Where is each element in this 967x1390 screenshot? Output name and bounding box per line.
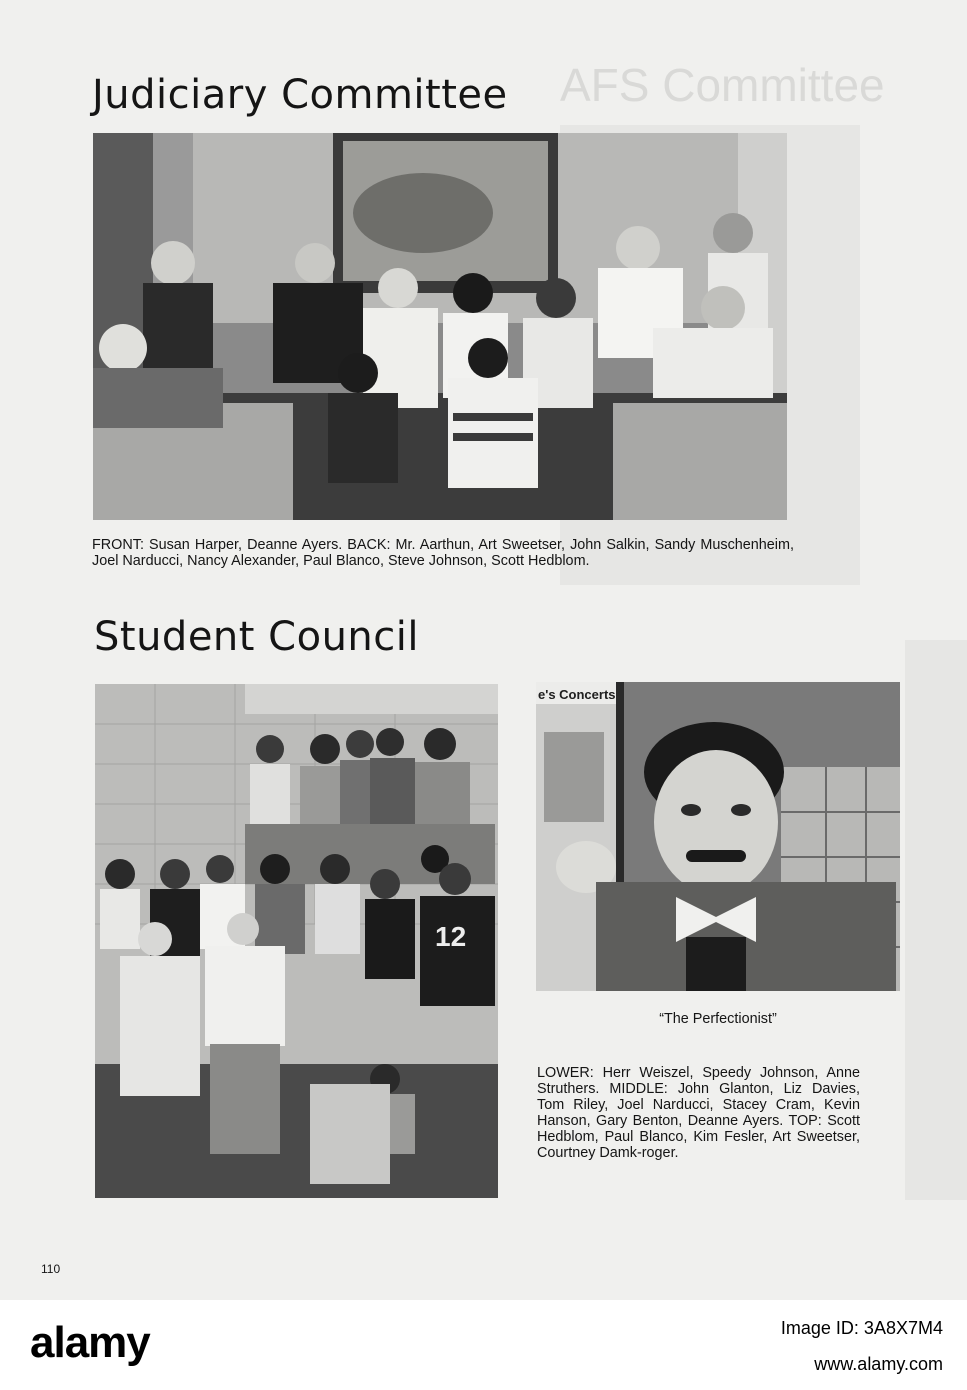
student-council-caption: LOWER: Herr Weiszel, Speedy Johnson, Anne Struthers. MIDDLE: John Glanton, Liz Davies, Tom Riley, Joel Narducci, Stacey Cram, Kevin Hanson, Gary Benton, Deanne Ayers. TOP: Scott Hedblom, Paul Blanco, Kim Fesler, Art Sweetser, Courtney Damk-roger. bbox=[537, 1065, 860, 1161]
the-perfectionist-caption: “The Perfectionist” bbox=[659, 1011, 777, 1027]
judiciary-committee-title: Judiciary Committee bbox=[92, 72, 508, 118]
image-id: Image ID: 3A8X7M4 bbox=[780, 1318, 943, 1338]
jersey-number: 12 bbox=[435, 921, 467, 952]
judiciary-committee-photo bbox=[93, 133, 787, 520]
bleed-through-photo-2 bbox=[905, 640, 967, 1200]
page-number: 110 bbox=[41, 1262, 61, 1276]
stock-brand-logo: alamy bbox=[30, 1318, 150, 1367]
student-council-group-photo bbox=[95, 684, 498, 1198]
site-url: www.alamy.com bbox=[814, 1354, 943, 1374]
bleed-through-title: AFS Committee bbox=[560, 59, 885, 111]
the-perfectionist-photo bbox=[536, 682, 900, 991]
student-council-title: Student Council bbox=[94, 614, 419, 660]
judiciary-committee-caption: FRONT: Susan Harper, Deanne Ayers. BACK: Mr. Aarthun, Art Sweetser, John Salkin, Sandy Muschenheim, Joel Narducci, Nancy Alexander, Paul Blanco, Steve Johnson, Scott Hedblom. bbox=[92, 537, 794, 569]
concerts-sign-text: e's Concerts bbox=[538, 687, 616, 702]
